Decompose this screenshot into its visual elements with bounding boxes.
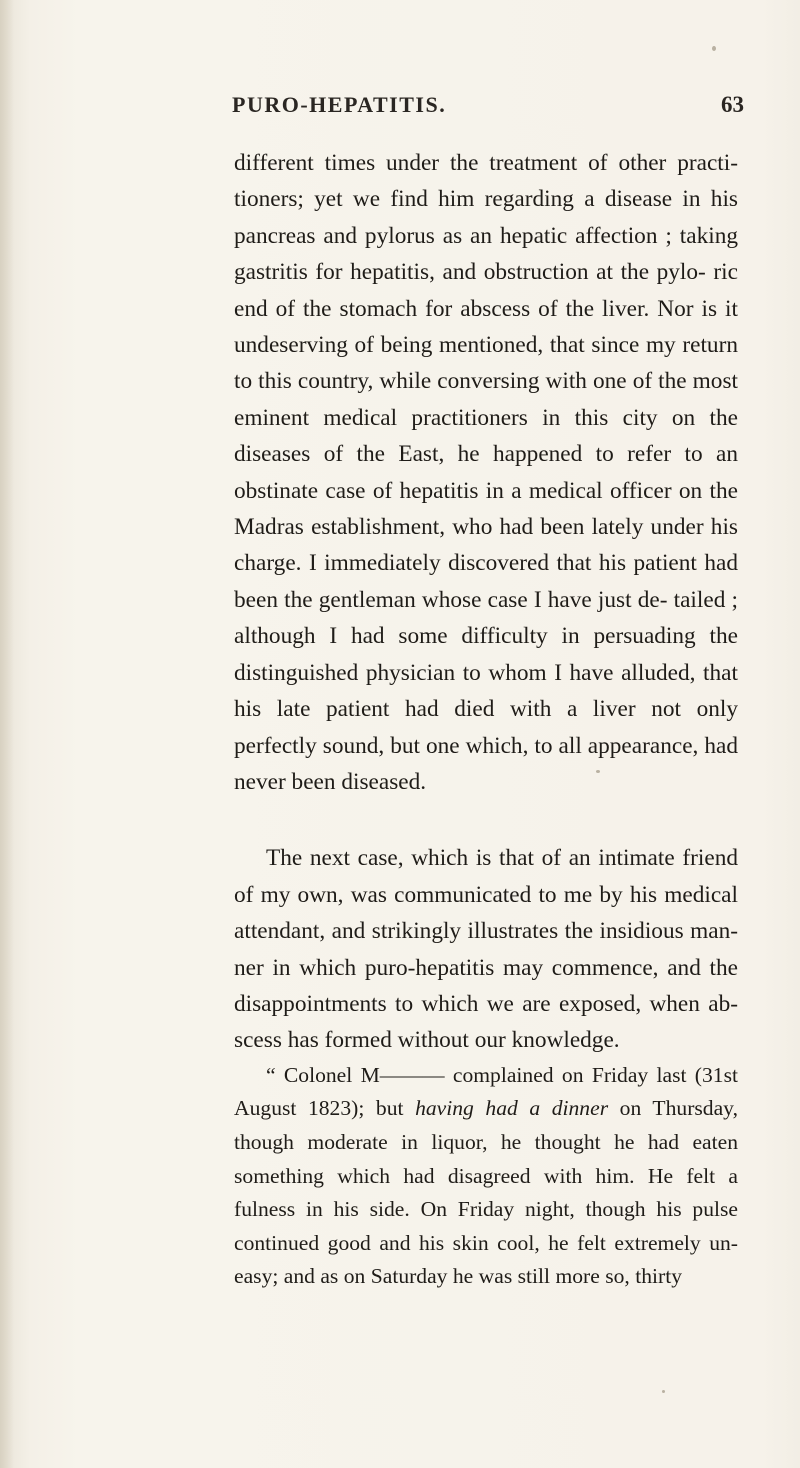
speck: [712, 46, 716, 51]
quote-text-start: “ Colonel M——— complained on Friday last (31st August 1823); but: [234, 1062, 738, 1121]
paragraph-gap: [234, 800, 738, 840]
speck: [596, 770, 600, 773]
quote-italic-phrase: having had a dinner: [415, 1096, 609, 1121]
binding-shadow: [0, 0, 14, 1468]
case-quotation: [234, 1059, 738, 1294]
body-text: [234, 145, 738, 1294]
quote-text-end: on Thursday, though moderate in liquor, he thought he had eaten something which had disagreed with him. He felt a fulness in his side. On Friday night, though his pulse continued good and his skin cool, he felt extremely un- easy; and as on Saturday he was still more so, thirty: [234, 1096, 738, 1289]
page-number: 63: [721, 92, 744, 117]
page-header: [0, 92, 800, 132]
speck: [662, 1390, 665, 1393]
paragraph-continuation: different times under the treatment of other practi- tioners; yet we find him regarding a disease in his pancreas and pylorus as an hepatic affection ; taking gastritis for hepatitis, and obstruction at the pylo- ric end of the stomach for abscess of the liver. Nor is it undeserving of being mentioned, that since my return to this country, while conversing with one of the most eminent medical practitioners in this city on the diseases of the East, he happened to refer to an obstinate case of hepatitis in a medical officer on the Madras establishment, who had been lately under his charge. I immediately discovered that his patient had been the gentleman whose case I have just de- tailed ; although I had some difficulty in persuading the distinguished physician to whom I have alluded, that his late patient had died with a liver not only perfectly sound, but one which, to all appearance, had never been diseased.: [234, 150, 738, 795]
paragraph-next-case: The next case, which is that of an intimate friend of my own, was communicated to me by his medical attendant, and strikingly illustrates the insidious man- ner in which puro-hepatitis may commence, and the disappointments to which we are exposed, when ab- scess has formed without our knowledge.: [234, 845, 738, 1054]
running-title: PURO-HEPATITIS.: [232, 92, 447, 117]
